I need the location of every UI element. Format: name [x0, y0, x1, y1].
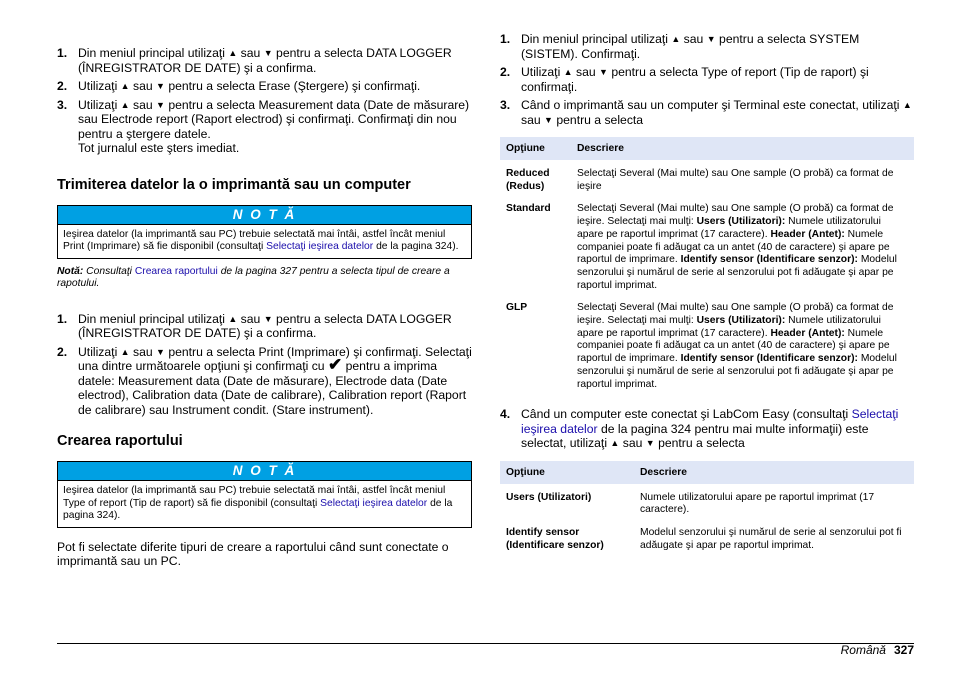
step-1 [500, 32, 914, 61]
link-select-output[interactable]: Selectaţi ieşirea datelor [320, 497, 428, 509]
description-text: Modelul senzorului şi numărul de serie al senzorului pot fi adăugate şi apar pe raportul imprimat. [577, 254, 897, 291]
step-number: 1. [500, 32, 511, 46]
up-arrow-icon: ▲ [902, 100, 912, 110]
up-arrow-icon: ▲ [228, 48, 238, 58]
note-text-end: de la pagina 324). [373, 241, 459, 252]
step-text: Utilizaţi [78, 97, 121, 112]
step-text: sau [521, 112, 545, 127]
step-text: Utilizaţi [78, 79, 121, 93]
table-row [500, 160, 914, 195]
step-text: sau [572, 65, 600, 79]
step-text: sau [129, 344, 157, 359]
step-number: 1. [57, 311, 68, 326]
description-text: Identify sensor (Identificare senzor): [680, 353, 858, 365]
table-row [500, 519, 914, 554]
description-text: Selectaţi Several (Mai multe) sau One sample (O probă) ca format de ieşire. Selectaţi mai mulţi: [577, 203, 894, 228]
step-text: pentru a selecta Print (Imprimare) şi confirmaţi. Selectaţi una dintre următoarele opţiuni şi confirmaţi cu [78, 344, 472, 373]
option-description [571, 195, 914, 294]
step-text: Din meniul principal utilizaţi [78, 311, 229, 326]
note-text: Ieşirea datelor (la imprimantă sau PC) trebuie selectată mai întâi, astfel încât meniul Type of report (Tip de raport) să fie disponibil (consultaţi [63, 485, 446, 509]
small-note-label: Notă: [57, 265, 84, 277]
note-body [58, 225, 471, 258]
step-text: Utilizaţi [521, 65, 564, 79]
note-box-2 [57, 461, 472, 528]
step-text: sau [619, 436, 646, 451]
small-note-text: Consultaţi [83, 265, 135, 277]
up-arrow-icon: ▲ [563, 67, 573, 77]
option-description [571, 160, 914, 195]
step-text: pentru a selecta Type of report (Tip de raport) şi confirmaţi. [521, 65, 869, 94]
page-number: 327 [893, 643, 914, 657]
footer-divider [57, 643, 914, 644]
description-text: Numele utilizatorului apare pe raportul imprimat (17 caractere). [577, 315, 881, 339]
down-arrow-icon: ▼ [706, 34, 716, 44]
description-text: Numele companiei poate fi adăugat ca un antet (40 de caractere) şi apare pe raportul de imprimare. [577, 327, 890, 365]
up-arrow-icon: ▲ [120, 99, 130, 110]
note-title: N O T Ă [58, 206, 471, 225]
option-name: Reduced (Redus) [506, 168, 550, 192]
option-name: Users (Utilizatori) [506, 491, 592, 503]
step-text: Din meniul principal utilizaţi [521, 32, 672, 46]
description-text: Users (Utilizatori): [696, 315, 786, 327]
step-extra: Tot jurnalul este şters imediat. [78, 141, 240, 155]
footer-language: Română [840, 643, 886, 657]
description-text: Identify sensor (Identificare senzor): [680, 254, 858, 266]
option-name: GLP [506, 302, 528, 314]
step-text: de la pagina 324 pentru mai multe informaţii) este selectat, utilizaţi [521, 421, 869, 451]
labcom-options-table [500, 461, 914, 555]
up-arrow-icon: ▲ [228, 313, 238, 324]
description-text: Header (Antet): [770, 327, 845, 339]
steps-print [57, 312, 472, 418]
description-text: Numele utilizatorului apare pe raportul imprimat (17 caractere). [577, 216, 881, 240]
description-text: Selectaţi Several (Mai multe) sau One sample (O probă) ca format de ieşire. Selectaţi mai mulţi: [577, 302, 894, 327]
step-1 [57, 46, 472, 75]
option-description [634, 484, 914, 519]
note-title: N O T Ă [58, 462, 471, 481]
down-arrow-icon: ▼ [599, 67, 608, 77]
step-text: pentru a selecta [552, 112, 644, 127]
step-number: 2. [57, 79, 68, 93]
table-header: Opţiune [500, 137, 571, 160]
up-arrow-icon: ▲ [610, 438, 620, 449]
description-text: Modelul senzorului şi numărul de serie al senzorului pot fi adăugate şi apar pe raportul imprimat. [640, 527, 902, 551]
step-text: pentru a selecta DATA LOGGER (ÎNREGISTRATOR DE DATE) şi a confirma. [78, 311, 452, 340]
description-text: Header (Antet): [770, 228, 845, 240]
description-text: Users (Utilizatori): [696, 216, 786, 228]
table-header: Descriere [571, 137, 914, 160]
link-create-report[interactable]: Crearea raportului [134, 265, 218, 277]
step-2 [57, 79, 472, 94]
step-number: 2. [500, 65, 511, 79]
step-text: pentru a selecta [654, 436, 745, 451]
down-arrow-icon: ▼ [544, 114, 553, 125]
down-arrow-icon: ▼ [156, 346, 165, 357]
note-text-end: de la pagina 324). [63, 497, 453, 521]
up-arrow-icon: ▲ [120, 346, 130, 357]
down-arrow-icon: ▼ [156, 99, 165, 110]
step-2 [500, 65, 914, 94]
option-name: Identify sensor (Identificare senzor) [506, 527, 604, 551]
page-footer [841, 643, 914, 657]
table-row [500, 195, 914, 294]
table-header: Opţiune [500, 461, 634, 484]
step-text: Din meniul principal utilizaţi [78, 46, 229, 60]
step-text: pentru a selecta SYSTEM (SISTEM). Confirmaţi. [521, 32, 860, 61]
down-arrow-icon: ▼ [156, 81, 165, 91]
description-text: Numele utilizatorului apare pe raportul imprimat (17 caractere). [640, 491, 875, 516]
steps-report-type [500, 32, 914, 127]
left-column [57, 46, 472, 569]
step-text: sau [129, 97, 157, 112]
steps-erase [57, 46, 472, 156]
note-text: Ieşirea datelor (la imprimantă sau PC) trebuie selectată mai întâi, astfel încât meniul Print (Imprimare) să fie disponibil (consultaţi [63, 228, 446, 252]
note-body [58, 481, 471, 527]
step-number: 4. [500, 407, 511, 422]
checkmark-icon: ✔ [327, 355, 343, 374]
step-text: pentru a selecta Measurement data (Date de măsurare) sau Electrode report (Raport electrod) şi confirmaţi. Confirmaţi din nou pentru a ştergere datele. [78, 97, 470, 141]
step-2 [57, 345, 472, 418]
table-row [500, 484, 914, 519]
description-text: Selectaţi Several (Mai multe) sau One sample (O probă) ca format de ieşire [577, 168, 894, 192]
step-text: pentru a selecta Erase (Ştergere) şi confirmaţi. [164, 79, 421, 93]
step-number: 3. [57, 97, 68, 112]
table-row [500, 294, 914, 393]
table-header: Descriere [634, 461, 914, 484]
option-description [634, 519, 914, 554]
up-arrow-icon: ▲ [120, 81, 130, 91]
step-number: 2. [57, 344, 68, 359]
link-select-output[interactable]: Selectaţi ieşirea datelor [266, 241, 374, 252]
down-arrow-icon: ▼ [645, 438, 655, 449]
description-text: Modelul senzorului şi numărul de serie al senzorului pot fi adăugate şi apar pe raportul imprimat. [577, 353, 897, 390]
small-note-text-end: de la pagina 327 pentru a selecta tipul de creare a rapotului. [57, 265, 450, 289]
step-3 [500, 98, 914, 127]
step-4 [500, 407, 914, 451]
report-options-table [500, 137, 914, 393]
section-heading-create-report: Crearea raportului [57, 433, 183, 449]
down-arrow-icon: ▼ [263, 313, 273, 324]
link-select-output[interactable]: Selectaţi ieşirea datelor [521, 407, 899, 436]
step-number: 1. [57, 46, 68, 60]
step-text: Utilizaţi [78, 344, 121, 359]
down-arrow-icon: ▼ [263, 48, 273, 58]
step-text: Când o imprimantă sau un computer şi Terminal este conectat, utilizaţi [521, 98, 903, 112]
step-text: Când un computer este conectat şi LabCom Easy (consultaţi [521, 407, 852, 422]
step-text: sau [129, 79, 157, 93]
note-box-1 [57, 205, 472, 259]
up-arrow-icon: ▲ [671, 34, 681, 44]
right-column [500, 32, 914, 555]
step-3 [57, 98, 472, 156]
step-text: sau [237, 46, 264, 60]
step-text: pentru a selecta DATA LOGGER (ÎNREGISTRATOR DE DATE) şi a confirma. [78, 46, 452, 75]
step-text: sau [237, 311, 264, 326]
option-name: Standard [506, 203, 551, 215]
small-note [57, 266, 472, 291]
option-description [571, 294, 914, 393]
description-text: Numele companiei poate fi adăugat ca un antet (40 de caractere) şi apare pe raportul de imprimare. [577, 228, 890, 266]
step-1 [57, 312, 472, 341]
closing-paragraph: Pot fi selectate diferite tipuri de creare a raportului când sunt conectate o imprimantă sau un PC. [57, 539, 449, 568]
section-heading-send-data: Trimiterea datelor la o imprimantă sau un computer [57, 176, 411, 193]
step-text: pentru a imprima datele: Measurement data (Date de măsurare), Electrode data (Date electrod), Calibration data (Date de calibrare), Calibration report (Raport de calibrare) sau Instrument condit. (Stare instrument). [78, 359, 467, 417]
step-number: 3. [500, 98, 511, 112]
step-text: sau [680, 32, 707, 46]
